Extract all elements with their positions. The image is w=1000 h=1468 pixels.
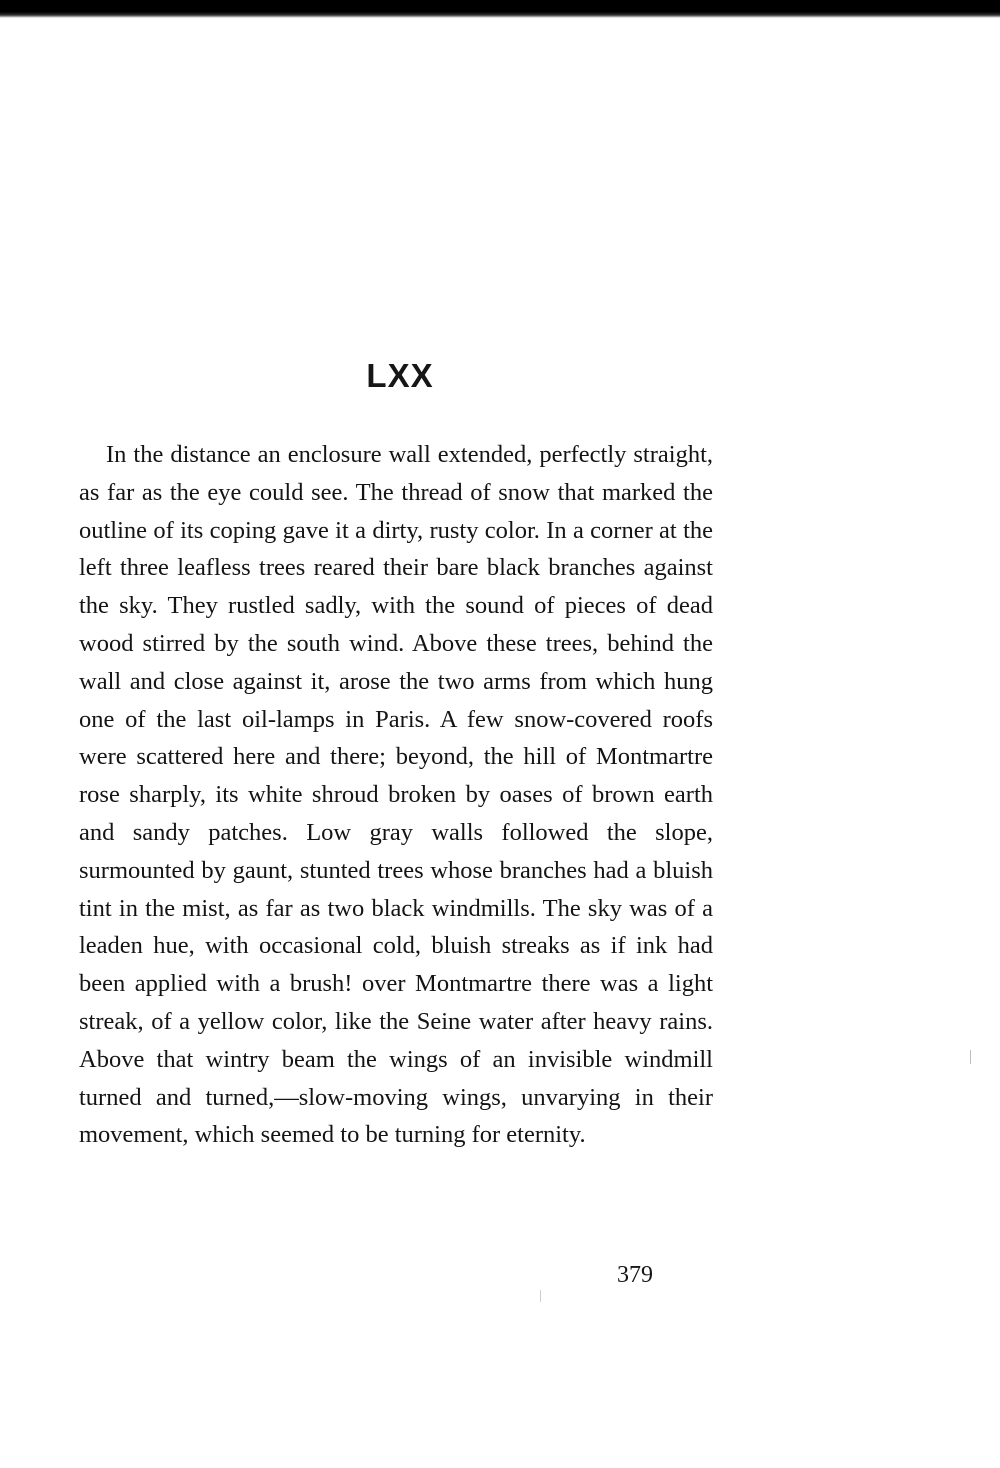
body-paragraph: In the distance an enclosure wall extended, perfectly straight, as far as the eye could see. The thread of snow that marked the outline of its coping gave it a dirty, rusty color. In a corner at the left three leafless trees reared their bare black branches against the sky. They rustled sadly, with the sound of pieces of dead wood stirred by the south wind. Above these trees, behind the wall and close against it, arose the two arms from which hung one of the last oil-lamps in Paris. A few snow-covered roofs were scattered here and there; beyond, the hill of Montmartre rose sharply, its white shroud broken by oases of brown earth and sandy patches. Low gray walls followed the slope, surmounted by gaunt, stunted trees whose branches had a bluish tint in the mist, as far as two black windmills. The sky was of a leaden hue, with occasional cold, bluish streaks as if ink had been applied with a brush! over Montmartre there was a light streak, of a yellow color, like the Seine water after heavy rains. Above that wintry beam the wings of an invisible windmill turned and turned,—slow-moving wings, unvarying in their movement, which seemed to be turning for eternity. [79,441,713,1149]
margin-speck [970,1050,971,1064]
page-number: 379 [617,1262,653,1288]
footer-speck [540,1290,541,1302]
chapter-heading: LXX [366,357,434,395]
scan-top-edge [0,0,1000,18]
